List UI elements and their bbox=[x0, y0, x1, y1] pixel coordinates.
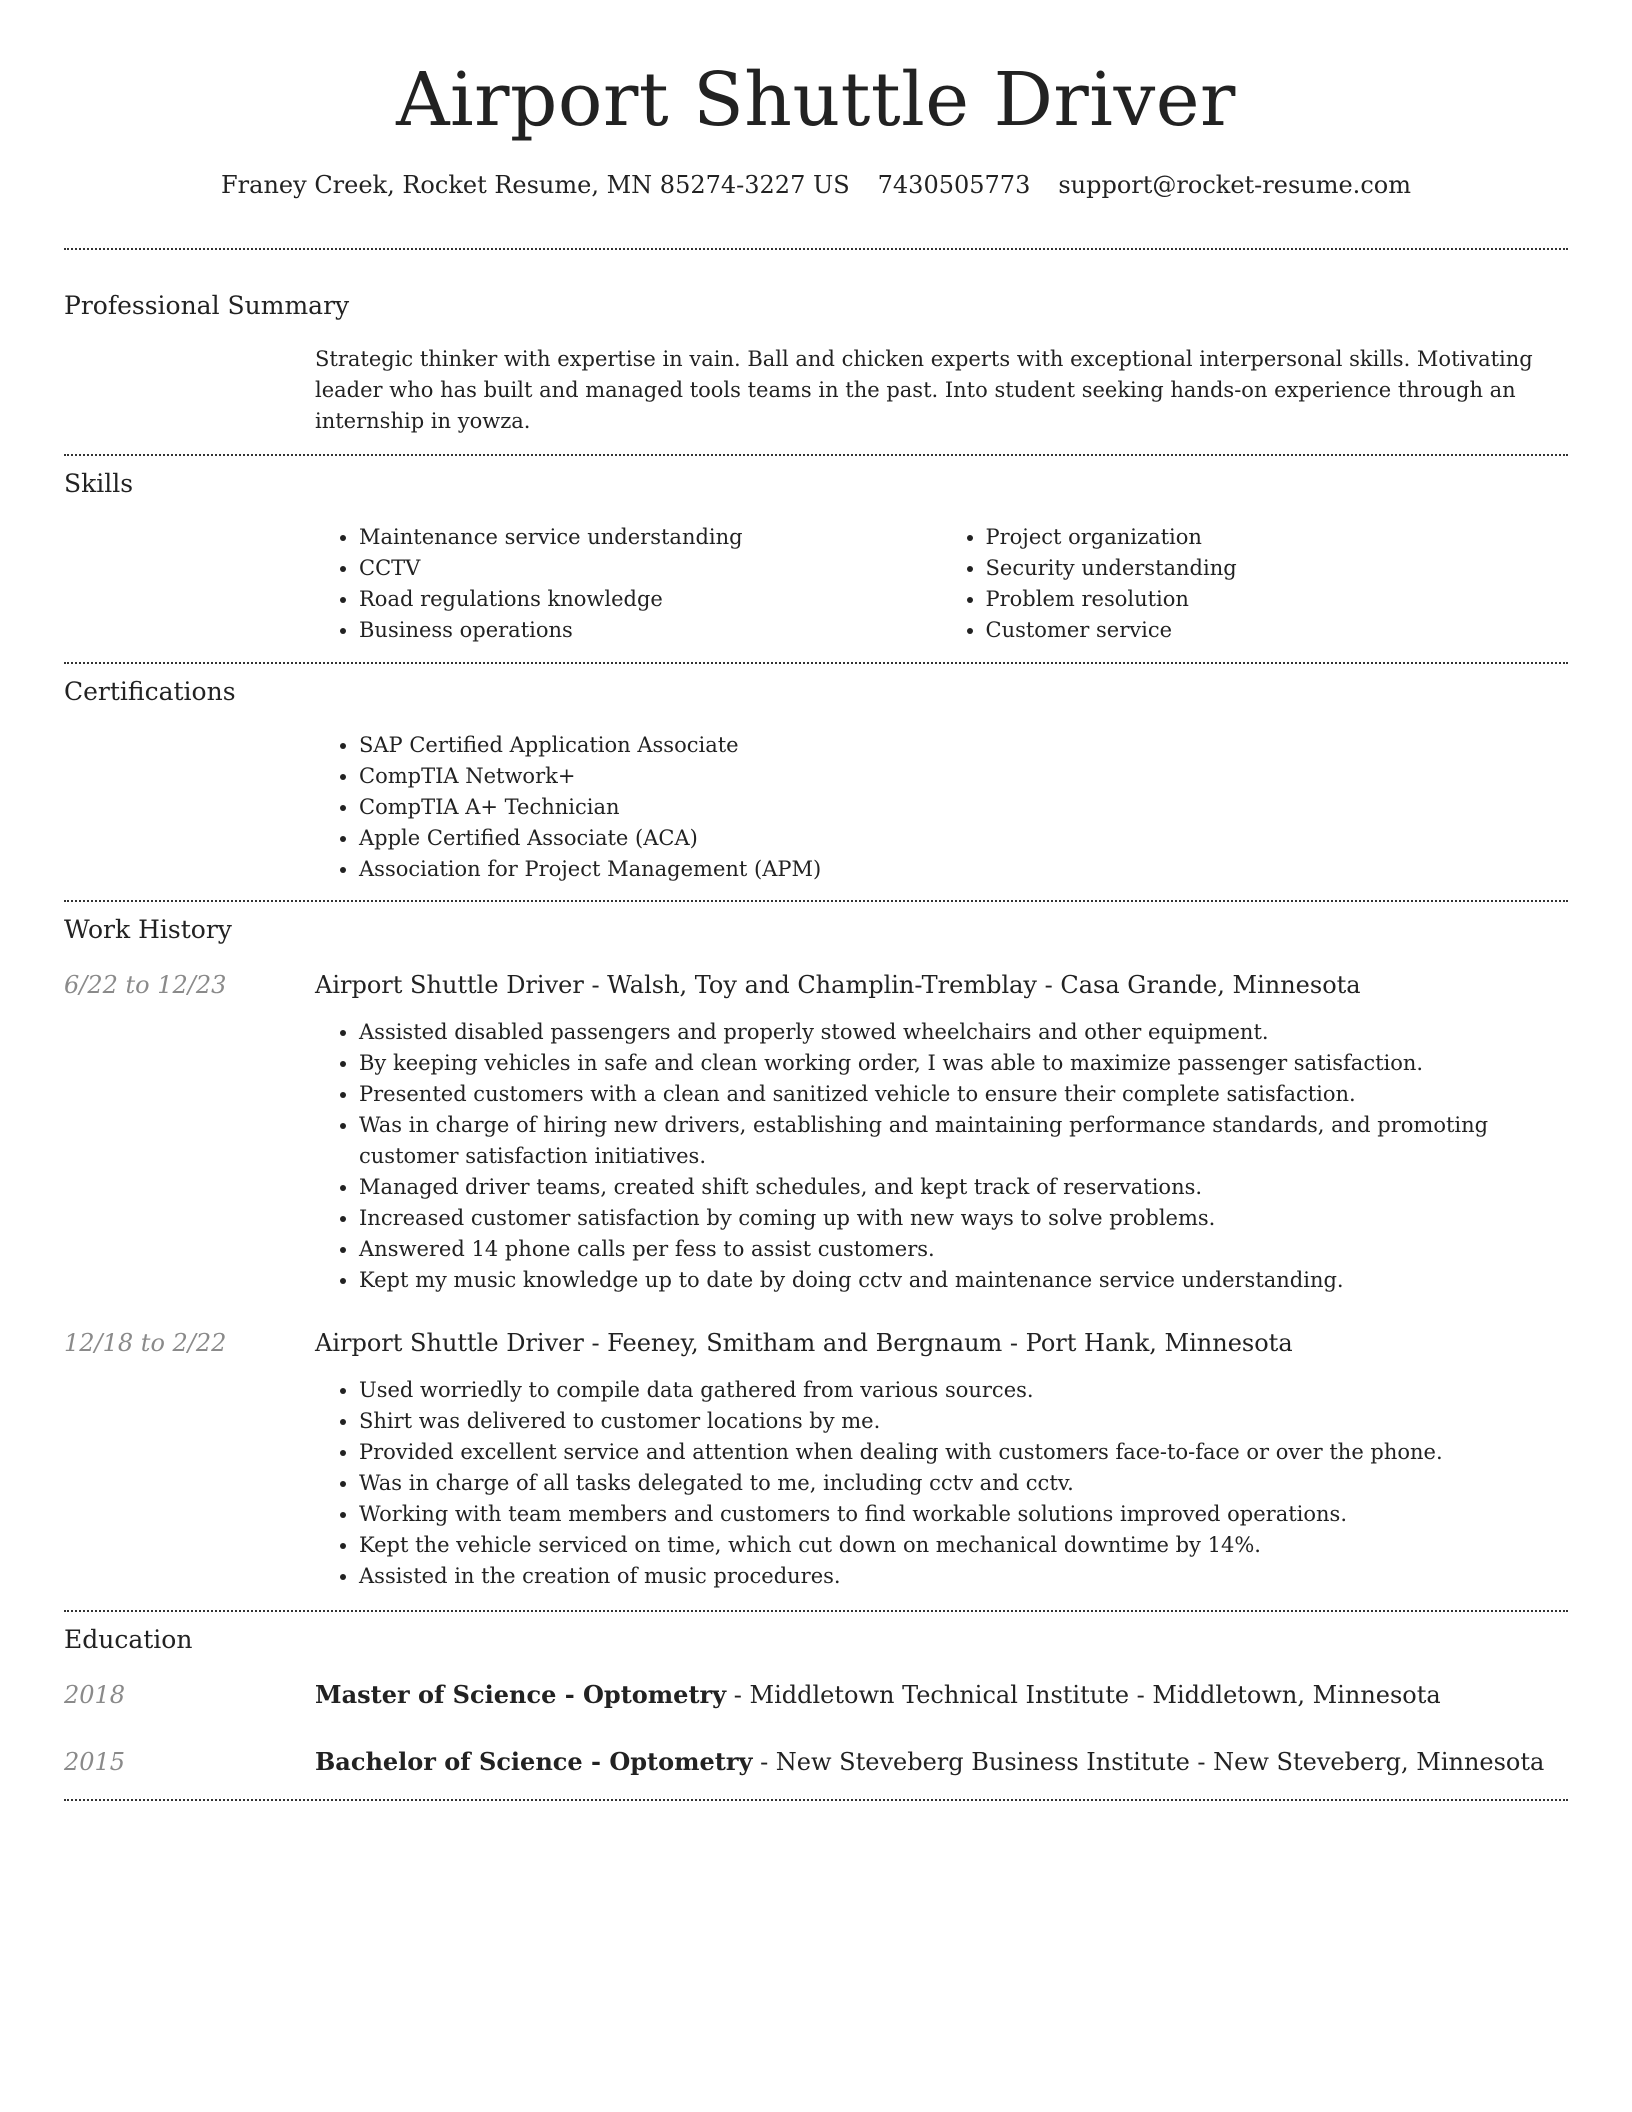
certifications-list bbox=[315, 730, 1568, 885]
certification-item: • CompTIA Network+ bbox=[359, 761, 1568, 792]
contact-phone: 7430505773 bbox=[877, 171, 1031, 199]
work-bullet: • By keeping vehicles in safe and clean working order, I was able to maximize passenger satisfaction. bbox=[359, 1048, 1568, 1079]
work-bullet: • Shirt was delivered to customer locations by me. bbox=[359, 1406, 1568, 1437]
certification-item: • Association for Project Management (APM) bbox=[359, 854, 1568, 885]
skill-item: • CCTV bbox=[359, 553, 942, 584]
work-bullet: • Answered 14 phone calls per fess to assist customers. bbox=[359, 1234, 1568, 1265]
education-entry bbox=[64, 1745, 1568, 1779]
skill-item: • Customer service bbox=[986, 615, 1569, 646]
work-bullet: • Used worriedly to compile data gathered from various sources. bbox=[359, 1375, 1568, 1406]
work-bullet: • Increased customer satisfaction by coming up with new ways to solve problems. bbox=[359, 1203, 1568, 1234]
section-title-education: Education bbox=[64, 1625, 193, 1654]
contact-email: support@rocket-resume.com bbox=[1058, 171, 1411, 199]
section-title-skills: Skills bbox=[64, 469, 134, 498]
work-bullet: • Was in charge of hiring new drivers, establishing and maintaining performance standards, and promoting customer satisfaction initiatives. bbox=[359, 1110, 1568, 1172]
work-dates: 12/18 to 2/22 bbox=[64, 1329, 227, 1357]
work-bullet: • Working with team members and customers to find workable solutions improved operations. bbox=[359, 1499, 1568, 1530]
summary-section bbox=[64, 289, 1568, 437]
divider bbox=[64, 248, 1568, 250]
divider bbox=[64, 1799, 1568, 1801]
section-title-work: Work History bbox=[64, 915, 232, 944]
education-year: 2018 bbox=[64, 1681, 126, 1709]
skill-item: • Road regulations knowledge bbox=[359, 584, 942, 615]
work-heading: Airport Shuttle Driver - Walsh, Toy and Champlin-Tremblay - Casa Grande, Minnesota bbox=[315, 971, 1361, 999]
certifications-section bbox=[64, 675, 1568, 885]
divider bbox=[64, 662, 1568, 664]
skills-grid bbox=[315, 522, 1568, 646]
education-degree: Bachelor of Science - Optometry bbox=[315, 1747, 753, 1776]
summary-text: Strategic thinker with expertise in vain. Ball and chicken experts with exceptional interpersonal skills. Motivating leader who has built and managed tools teams in the past. Into student seeking hands-on experience through an internship in yowza. bbox=[315, 347, 1533, 433]
skill-item: • Business operations bbox=[359, 615, 942, 646]
certification-item: • Apple Certified Associate (ACA) bbox=[359, 823, 1568, 854]
work-section bbox=[64, 913, 1568, 1592]
work-dates: 6/22 to 12/23 bbox=[64, 971, 227, 999]
skill-item: • Security understanding bbox=[986, 553, 1569, 584]
education-year: 2015 bbox=[64, 1748, 126, 1776]
divider bbox=[64, 454, 1568, 456]
work-bullet: • Managed driver teams, created shift schedules, and kept track of reservations. bbox=[359, 1172, 1568, 1203]
work-bullet: • Was in charge of all tasks delegated to me, including cctv and cctv. bbox=[359, 1468, 1568, 1499]
work-bullet: • Assisted disabled passengers and properly stowed wheelchairs and other equipment. bbox=[359, 1017, 1568, 1048]
skills-list-left bbox=[315, 522, 942, 646]
education-section bbox=[64, 1623, 1568, 1779]
education-school: - Middletown Technical Institute - Middletown, Minnesota bbox=[726, 1681, 1441, 1709]
work-bullet: • Kept my music knowledge up to date by doing cctv and maintenance service understanding. bbox=[359, 1265, 1568, 1296]
work-bullet: • Kept the vehicle serviced on time, which cut down on mechanical downtime by 14%. bbox=[359, 1530, 1568, 1561]
education-school: - New Steveberg Business Institute - New Steveberg, Minnesota bbox=[752, 1748, 1545, 1776]
skills-section bbox=[64, 467, 1568, 646]
section-title-summary: Professional Summary bbox=[64, 291, 350, 320]
skill-item: • Maintenance service understanding bbox=[359, 522, 942, 553]
work-bullets bbox=[315, 1017, 1568, 1296]
education-entry bbox=[64, 1678, 1568, 1712]
contact-address: Franey Creek, Rocket Resume, MN 85274-3227 US bbox=[221, 171, 850, 199]
work-bullet: • Assisted in the creation of music procedures. bbox=[359, 1561, 1568, 1592]
skill-item: • Problem resolution bbox=[986, 584, 1569, 615]
education-degree: Master of Science - Optometry bbox=[315, 1680, 727, 1709]
skill-item: • Project organization bbox=[986, 522, 1569, 553]
work-entry bbox=[64, 968, 1568, 1296]
work-bullets bbox=[315, 1375, 1568, 1592]
certification-item: • CompTIA A+ Technician bbox=[359, 792, 1568, 823]
certification-item: • SAP Certified Application Associate bbox=[359, 730, 1568, 761]
skills-list-right bbox=[942, 522, 1569, 646]
work-entry bbox=[64, 1326, 1568, 1592]
divider bbox=[64, 900, 1568, 902]
resume-name: Airport Shuttle Driver bbox=[396, 57, 1236, 143]
education-heading bbox=[315, 1678, 1441, 1712]
divider bbox=[64, 1610, 1568, 1612]
contact-line bbox=[64, 168, 1568, 202]
resume-page bbox=[64, 0, 1568, 1801]
education-heading bbox=[315, 1745, 1544, 1779]
work-bullet: • Presented customers with a clean and sanitized vehicle to ensure their complete satisfaction. bbox=[359, 1079, 1568, 1110]
work-bullet: • Provided excellent service and attention when dealing with customers face-to-face or over the phone. bbox=[359, 1437, 1568, 1468]
work-heading: Airport Shuttle Driver - Feeney, Smitham and Bergnaum - Port Hank, Minnesota bbox=[315, 1329, 1293, 1357]
section-title-certifications: Certifications bbox=[64, 677, 236, 706]
